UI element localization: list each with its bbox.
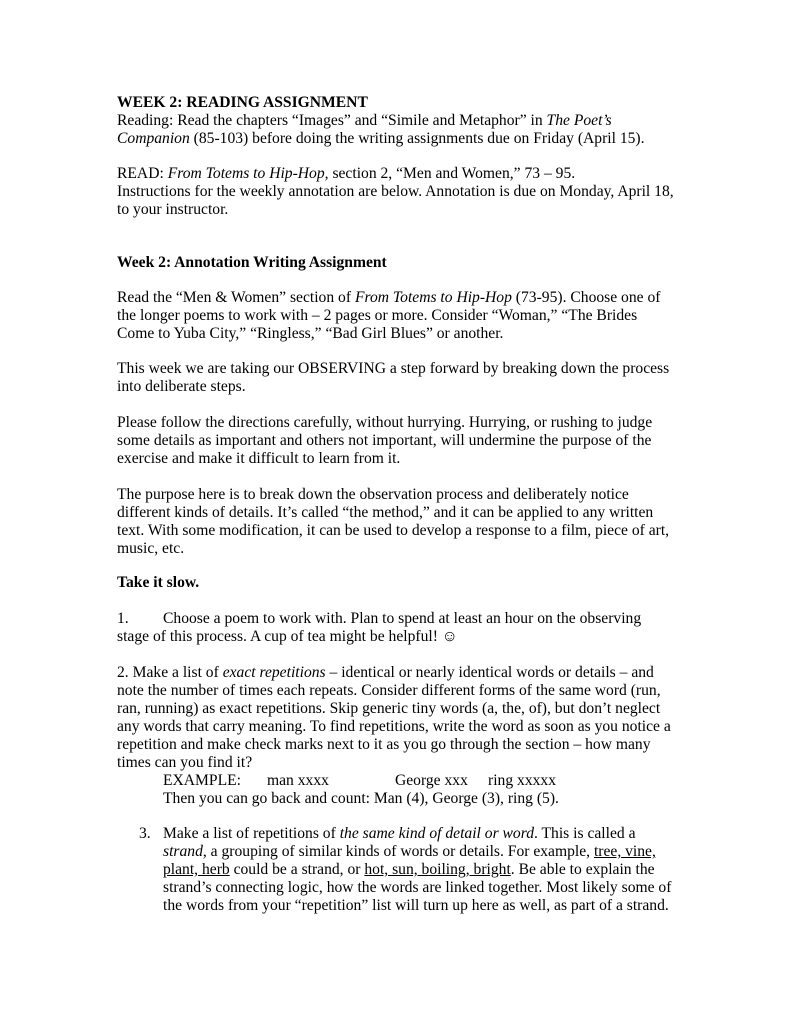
step-2-number: 2. xyxy=(117,664,129,681)
annotation-paragraph-1: Read the “Men & Women” section of From Totems to Hip-Hop (73-95). Choose one of the longer poems to work with – 2 pages or more. Consider “Woman,” “The Brides Come to Yuba City,” “Ringless,” “Bad Girl Blues” or another. xyxy=(117,289,661,342)
reading-paragraph: Reading: Read the chapters “Images” and “Simile and Metaphor” in The Poet’s Companion (85-103) before doing the writing assignments due on Friday (April 15). xyxy=(117,112,645,147)
step-2: 2. Make a list of exact repetitions – identical or nearly identical words or details – and note the number of times each repeats. Consider different forms of the same word (run, ran, running) as exact repetitions. Skip generic tiny words (a, the, of), but don’t neglect any words that carry meaning. To find repetitions, write the word as soon as you notice a repetition and make check marks next to it as you go through the section – how many times can you find it? EXAMPLE: man xxxx George xxx ring xxxxx Then you can go back and count: Man (4), George (3), ring (5). xyxy=(117,664,677,808)
annotation-heading: Week 2: Annotation Writing Assignment xyxy=(117,254,387,271)
example-block xyxy=(163,772,677,808)
read-block xyxy=(117,165,677,219)
example-man: man xxxx xyxy=(267,772,329,789)
step-1-text: Choose a poem to work with. Plan to spend at least an hour on the observing stage of this process. A cup of tea might be helpful! ☺ xyxy=(117,610,642,645)
example-ring: ring xxxxx xyxy=(488,772,557,789)
take-it-slow-heading: Take it slow. xyxy=(117,574,200,591)
step-1-number: 1. xyxy=(117,610,129,627)
read-line: READ: From Totems to Hip-Hop, section 2, “Men and Women,” 73 – 95. xyxy=(117,165,576,182)
annotation-paragraph-4: The purpose here is to break down the observation process and deliberately notice different kinds of details. It’s called “the method,” and it can be applied to any written text. With some modification, it can be used to develop a response to a film, piece of art, music, etc. xyxy=(117,486,670,557)
example-george: George xxx xyxy=(395,772,468,789)
instructions-paragraph: Instructions for the weekly annotation are below. Annotation is due on Monday, April 18, to your instructor. xyxy=(117,183,674,218)
step-1 xyxy=(117,610,677,646)
step-3-number: 3. xyxy=(139,825,151,842)
page-title: WEEK 2: READING ASSIGNMENT xyxy=(117,94,368,111)
annotation-paragraph-3: Please follow the directions carefully, without hurrying. Hurrying, or rushing to judge some details as important and others not important, will undermine the purpose of the exercise and make it difficult to learn from it. xyxy=(117,414,653,467)
example-label: EXAMPLE: xyxy=(163,772,241,789)
example-count: Then you can go back and count: Man (4), George (3), ring (5). xyxy=(163,790,559,807)
annotation-paragraph-2: This week we are taking our OBSERVING a step forward by breaking down the process into deliberate steps. xyxy=(117,360,670,395)
step-3: 3. Make a list of repetitions of the same kind of detail or word. This is called a strand, a grouping of similar kinds of words or details. For example, tree, vine, plant, herb could be a strand, or hot, sun, boiling, bright. Be able to explain the strand’s connecting logic, how the words are linked together. Most likely some of the words from your “repetition” list will turn up here as well, as part of a strand. xyxy=(139,825,672,914)
reading-assignment-block xyxy=(117,94,677,148)
